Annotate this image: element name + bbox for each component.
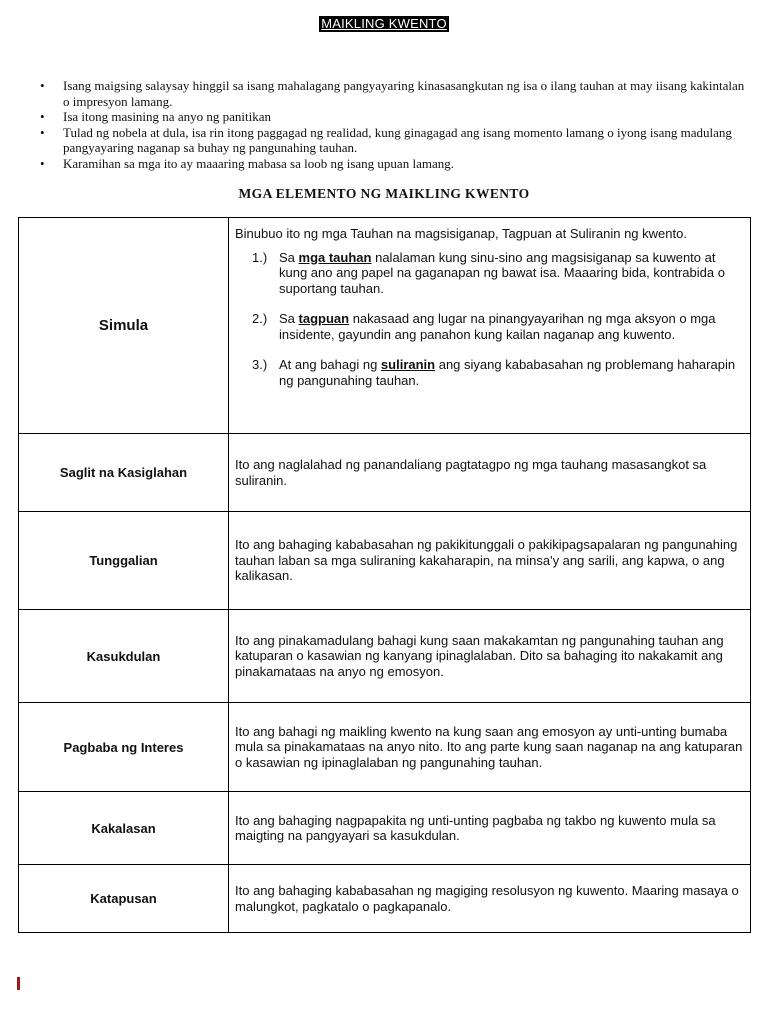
bullet-text: Tulad ng nobela at dula, isa rin itong paggagad ng realidad, kung ginagagad ang isang momento lamang o iyong isang madulang pangyayaring naganap sa buhay ng pangunahing tauhan. <box>63 124 732 155</box>
simula-parts-list <box>235 250 744 389</box>
row-label: Kakalasan <box>19 792 229 865</box>
bullet-item <box>38 78 750 109</box>
simula-part <box>235 250 744 297</box>
bullet-text: Isa itong masining na anyo ng panitikan <box>63 109 271 124</box>
part-keyword: suliranin <box>380 357 436 372</box>
simula-intro: Binubuo ito ng mga Tauhan na magsisiganap, Tagpuan at Suliranin ng kwento. <box>235 226 687 241</box>
part-number: 1.) <box>252 249 268 265</box>
row-description: Ito ang bahaging kababasahan ng pakikitunggali o pakikipagsapalaran ng pangunahing tauhan laban sa mga suliraning kakaharapin, na minsa'y ang sarili, ang kapwa, o ang kalikasan. <box>229 512 751 610</box>
table-row <box>19 434 751 512</box>
bullet-text: Karamihan sa mga ito ay maaaring mabasa sa loob ng isang upuan lamang. <box>63 155 454 171</box>
table-row <box>19 703 751 792</box>
title-container <box>0 15 768 33</box>
row-label: Tunggalian <box>19 512 229 610</box>
bullet-item <box>38 156 750 172</box>
part-pre: Sa <box>279 249 299 265</box>
part-keyword: tagpuan <box>298 311 350 326</box>
row-description: Ito ang bahaging nagpapakita ng unti-unting pagbaba ng takbo ng kuwento mula sa maigting na pangyayari sa kasukdulan. <box>229 792 751 865</box>
row-description: Ito ang pinakamadulang bahagi kung saan makakamtan ng pangunahing tauhan ang katuparan o kasawian ng kanyang ipinaglalaban. Dito sa bahaging ito nakakamit ang pinakamataas na anyo ng emosyon. <box>229 610 751 703</box>
page-edge-mark <box>17 977 20 990</box>
part-pre: At ang bahagi ng <box>279 357 381 372</box>
row-label: Kasukdulan <box>19 610 229 703</box>
page-title: MAIKLING KWENTO <box>321 16 447 31</box>
part-post: nakasaad ang lugar na pinangyayarihan ng mga aksyon o mga insidente, gayundin ang panahon kung kailan naganap ang kuwento. <box>279 311 716 342</box>
part-post: ang siyang kababasahan ng problemang haharapin ng pangunahing tauhan. <box>279 357 736 388</box>
intro-bullet-list <box>38 78 750 171</box>
bullet-dot: • <box>40 155 45 171</box>
table-row <box>19 865 751 933</box>
table-row-simula <box>19 218 751 434</box>
row-description: Ito ang naglalahad ng panandaliang pagtatagpo ng mga tauhang masasangkot sa suliranin. <box>229 434 751 512</box>
row-label: Katapusan <box>19 865 229 933</box>
table-row <box>19 610 751 703</box>
simula-part <box>235 311 744 342</box>
part-post: nalalaman kung sinu-sino ang magsisiganap sa kuwento at kung ano ang papel na gaganapan ng bawat isa. Maaaring bida, kontrabida o suportang tauhan. <box>279 249 725 296</box>
row-label: Pagbaba ng Interes <box>19 703 229 792</box>
bullet-dot: • <box>40 109 45 124</box>
bullet-item <box>38 125 750 156</box>
row-description: Ito ang bahagi ng maikling kwento na kung saan ang emosyon ay unti-unting bumaba mula sa pinakamataas na anyo nito. Ito ang parte kung saan naganap na ang katuparan o kasawian ng ipinaglalaban ng pangunahing tauhan. <box>229 703 751 792</box>
bullet-text: Isang maigsing salaysay hinggil sa isang mahalagang pangyayaring kinasasangkutan ng isa o ilang tauhan at may iisang kakintalan o impresyon lamang. <box>63 78 745 109</box>
bullet-dot: • <box>40 78 45 93</box>
part-keyword: mga tauhan <box>298 249 372 265</box>
section-subtitle: MGA ELEMENTO NG MAIKLING KWENTO <box>238 186 530 201</box>
part-number: 3.) <box>252 357 268 372</box>
table-row <box>19 512 751 610</box>
table-row <box>19 792 751 865</box>
row-label: Simula <box>19 218 229 434</box>
row-description <box>229 218 751 434</box>
row-description: Ito ang bahaging kababasahan ng magiging resolusyon ng kuwento. Maaring masaya o malungkot, pagkatalo o pagkapanalo. <box>229 865 751 933</box>
bullet-dot: • <box>40 124 45 140</box>
part-pre: Sa <box>279 311 299 326</box>
part-number: 2.) <box>252 311 268 326</box>
bullet-item <box>38 109 750 125</box>
row-label: Saglit na Kasiglahan <box>19 434 229 512</box>
elements-table <box>18 217 751 933</box>
simula-part <box>235 357 744 388</box>
